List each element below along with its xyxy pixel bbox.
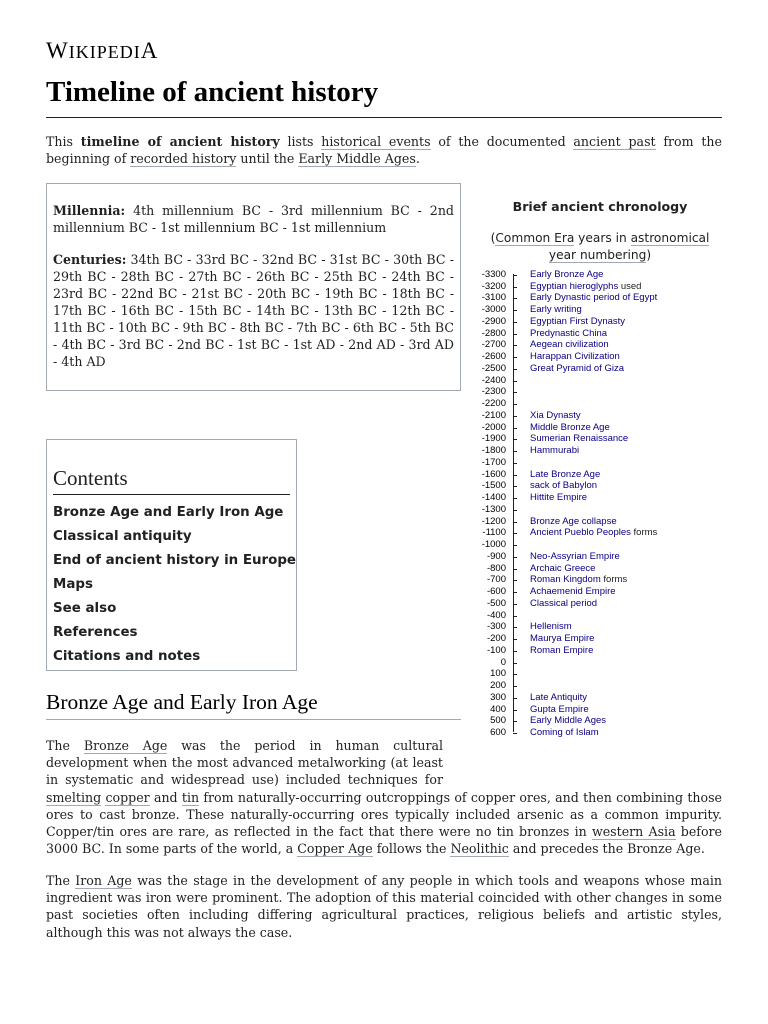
year-tick-label: 400	[490, 703, 506, 715]
year-tick-mark	[513, 627, 517, 628]
chronology-event[interactable]	[530, 716, 606, 726]
inline-link[interactable]: copper	[105, 789, 150, 805]
iron-age-paragraph	[46, 872, 722, 941]
year-tick-label: 500	[490, 715, 506, 727]
toc-item-end-of-ancient-history[interactable]: End of ancient history in Europe	[53, 553, 297, 568]
year-tick-label: -2400	[481, 374, 506, 386]
page-title: Timeline of ancient history	[46, 76, 379, 108]
year-tick-mark	[513, 498, 517, 499]
year-tick-mark	[513, 428, 517, 429]
chronology-event[interactable]	[530, 293, 657, 303]
title-divider	[46, 117, 722, 118]
event-label[interactable]: Achaemenid Empire	[530, 586, 616, 598]
year-tick-label: -2000	[481, 421, 506, 433]
bold-term: timeline of ancient history	[80, 134, 280, 149]
year-tick-mark	[513, 475, 517, 476]
intro-paragraph	[46, 133, 722, 167]
text-run: follows the	[372, 841, 451, 857]
year-tick-mark	[513, 287, 517, 288]
text-run: from naturally-occurring outcroppings of copper ores, and then combining those ores to cast bronze. These naturally-occurring ores typically included arsenic as a common impurity. Copper/tin ores are rare, as reflected in the fact that there were no tin bronzes in	[46, 789, 723, 840]
toc-item-bronze-age[interactable]: Bronze Age and Early Iron Age	[53, 505, 284, 520]
event-label[interactable]: Roman Kingdom	[530, 574, 601, 586]
chronology-event[interactable]	[530, 411, 581, 421]
year-tick-mark	[513, 733, 517, 734]
event-label[interactable]: Early Middle Ages	[530, 715, 607, 727]
chronology-event[interactable]	[530, 340, 609, 350]
chronology-timeline	[470, 268, 750, 738]
event-label[interactable]: Middle Bronze Age	[530, 421, 610, 433]
chronology-event[interactable]	[530, 423, 610, 433]
text-run: (	[490, 231, 496, 245]
inline-link[interactable]: recorded history	[130, 151, 237, 166]
year-tick-label: -1100	[482, 527, 506, 539]
section-divider	[46, 719, 461, 720]
inline-link[interactable]: Neolithic	[450, 841, 509, 857]
chronology-subtitle	[478, 230, 722, 264]
year-tick-mark	[513, 580, 517, 581]
year-tick-label: -2100	[481, 409, 506, 421]
float-spacer	[443, 737, 722, 784]
chronology-event[interactable]	[530, 517, 617, 527]
centuries-row	[53, 251, 454, 370]
year-tick-mark	[513, 404, 517, 405]
year-tick-mark	[513, 463, 517, 464]
event-label[interactable]: Hellenism	[530, 621, 572, 633]
toc-item-classical-antiquity[interactable]: Classical antiquity	[53, 529, 192, 544]
year-tick-mark	[513, 710, 517, 711]
year-tick-label: -700	[486, 574, 506, 586]
year-tick-mark	[513, 357, 517, 358]
chronology-event[interactable]	[530, 364, 624, 374]
year-tick-label: -1200	[481, 515, 506, 527]
year-tick-mark	[513, 604, 517, 605]
event-label[interactable]: Great Pyramid of Giza	[530, 362, 624, 374]
chronology-event[interactable]	[530, 622, 572, 632]
inline-link[interactable]: Bronze Age	[83, 738, 168, 753]
millennia-links[interactable]: 4th millennium BC - 3rd millennium BC - 2nd millennium BC - 1st millennium BC - 1st millennium	[53, 203, 454, 235]
text-run: and	[149, 789, 182, 805]
inline-link[interactable]: Copper Age	[297, 841, 373, 857]
event-suffix: used	[618, 280, 642, 292]
chronology-event[interactable]	[530, 305, 582, 315]
year-tick-mark	[513, 275, 517, 276]
year-tick-label: -2200	[481, 398, 506, 410]
text-run: of the documented	[430, 134, 574, 149]
inline-link[interactable]: tin	[181, 789, 200, 805]
inline-link[interactable]: historical events	[321, 134, 431, 149]
text-run: before 3000 BC. In some parts of the world, a	[46, 824, 723, 857]
toc-item-see-also[interactable]: See also	[53, 601, 117, 616]
toc-item-references[interactable]: References	[53, 625, 138, 640]
toc-item-citations[interactable]: Citations and notes	[53, 649, 201, 664]
year-tick-mark	[513, 674, 517, 675]
chronology-event[interactable]	[530, 481, 597, 491]
chronology-event[interactable]	[530, 693, 587, 703]
event-label[interactable]: Neo-Assyrian Empire	[530, 550, 620, 562]
millennia-label: Millennia:	[53, 203, 126, 218]
year-tick-label: 100	[490, 668, 506, 680]
year-tick-label: -200	[486, 633, 506, 645]
event-label[interactable]: Bronze Age collapse	[530, 515, 617, 527]
event-label[interactable]: Egyptian First Dynasty	[530, 315, 626, 327]
year-tick-label: -2500	[481, 362, 506, 374]
text-run: )	[646, 248, 652, 262]
inline-link[interactable]: ancient past	[573, 134, 656, 149]
year-tick-label: -1700	[481, 456, 506, 468]
text-run: years in	[574, 231, 631, 245]
year-tick-label: -1600	[481, 468, 506, 480]
chronology-event[interactable]	[530, 352, 620, 362]
year-tick-mark	[513, 592, 517, 593]
event-suffix: forms	[600, 574, 628, 586]
text-run: This	[46, 134, 81, 149]
year-tick-label: -2800	[481, 327, 506, 339]
section-heading-bronze-age: Bronze Age and Early Iron Age	[46, 690, 318, 714]
year-tick-mark	[513, 651, 517, 652]
year-tick-mark	[513, 616, 517, 617]
chronology-event[interactable]	[530, 564, 595, 574]
inline-link[interactable]: western Asia	[591, 824, 676, 840]
toc-title: Contents	[53, 466, 290, 495]
table-of-contents	[46, 439, 297, 671]
year-tick-mark	[513, 639, 517, 640]
text-run: lists	[279, 134, 322, 149]
millennia-row	[53, 202, 454, 236]
event-label[interactable]: Early Bronze Age	[530, 269, 604, 280]
text-run: was the period in human cultural development when the most advanced metalworking (at least in systematic and widespread use) included techniques for	[46, 738, 444, 788]
event-label[interactable]: Sumerian Renaissance	[530, 433, 629, 445]
year-tick-mark	[513, 569, 517, 570]
text-run: and precedes the Bronze Age.	[508, 841, 705, 857]
bronze-age-paragraph	[46, 737, 722, 857]
year-tick-label: -500	[486, 597, 506, 609]
text-run: until the	[236, 151, 299, 166]
year-tick-mark	[513, 439, 517, 440]
wordmark-initial: W	[46, 38, 69, 63]
year-tick-mark	[513, 416, 517, 417]
wordmark-middle: IKIPEDI	[68, 42, 141, 62]
event-label[interactable]: Late Bronze Age	[530, 468, 601, 480]
chronology-event[interactable]	[530, 575, 627, 585]
text-run: The	[46, 873, 76, 888]
text-run: from the beginning of	[46, 134, 722, 166]
event-label[interactable]: Gupta Empire	[530, 703, 589, 715]
year-tick-mark	[513, 334, 517, 335]
year-tick-label: -1400	[481, 492, 506, 504]
year-tick-mark	[513, 322, 517, 323]
centuries-label: Centuries:	[53, 252, 127, 267]
chronology-event[interactable]	[530, 646, 593, 656]
year-tick-mark	[513, 663, 517, 664]
era-navigation-box	[46, 183, 461, 391]
year-tick-mark	[513, 345, 517, 346]
event-label[interactable]: Maurya Empire	[530, 633, 595, 645]
year-tick-label: -3100	[481, 292, 506, 304]
year-tick-label: -900	[486, 550, 506, 562]
event-label[interactable]: Egyptian hieroglyphs	[530, 280, 619, 292]
year-tick-label: 0	[500, 656, 506, 668]
chronology-event[interactable]	[530, 282, 641, 292]
inline-link[interactable]: Iron Age	[75, 873, 132, 888]
year-tick-label: -1900	[481, 433, 506, 445]
event-label[interactable]: Archaic Greece	[530, 562, 596, 574]
event-label[interactable]: Coming of Islam	[530, 727, 599, 738]
year-tick-label: -400	[486, 609, 506, 621]
chronology-event[interactable]	[530, 434, 628, 444]
chronology-event[interactable]	[530, 470, 600, 480]
year-tick-label: 600	[490, 727, 506, 738]
year-tick-mark	[513, 381, 517, 382]
toc-item-maps[interactable]: Maps	[53, 577, 93, 592]
year-tick-mark	[513, 392, 517, 393]
chronology-event[interactable]	[530, 329, 607, 339]
year-tick-label: 200	[490, 680, 506, 692]
inline-link[interactable]: smelting	[46, 789, 102, 805]
event-label[interactable]: Early Dynastic period of Egypt	[530, 292, 658, 304]
year-tick-mark	[513, 298, 517, 299]
year-tick-label: -300	[486, 621, 506, 633]
chronology-event[interactable]	[530, 493, 587, 503]
year-tick-mark	[513, 451, 517, 452]
centuries-links[interactable]: 34th BC - 33rd BC - 32nd BC - 31st BC - 30th BC - 29th BC - 28th BC - 27th BC - 26th BC - 25th BC - 24th BC - 23rd BC - 22nd BC - 21st BC - 20th BC - 19th BC - 18th BC - 17th BC - 16th BC - 15th BC - 14th BC - 13th BC - 12th BC - 11th BC - 10th BC - 9th BC - 8th BC - 7th BC - 6th BC - 5th BC - 4th BC - 3rd BC - 2nd BC - 1st BC - 1st AD - 2nd AD - 3rd AD - 4th AD	[53, 252, 454, 369]
year-tick-label: -1800	[481, 445, 506, 457]
year-tick-mark	[513, 698, 517, 699]
event-label[interactable]: sack of Babylon	[530, 480, 598, 492]
inline-link[interactable]: astronomical year numbering	[548, 231, 710, 262]
year-tick-mark	[513, 522, 517, 523]
chronology-event[interactable]	[530, 705, 589, 715]
year-tick-label: -1000	[481, 539, 506, 551]
event-label[interactable]: Hittite Empire	[530, 492, 588, 504]
chronology-event[interactable]	[530, 270, 603, 280]
year-tick-mark	[513, 686, 517, 687]
year-tick-label: -2600	[481, 351, 506, 363]
event-label[interactable]: Classical period	[530, 597, 598, 609]
chronology-event[interactable]	[530, 317, 625, 327]
event-suffix: forms	[630, 527, 658, 539]
year-tick-label: -2300	[481, 386, 506, 398]
year-tick-label: -600	[486, 586, 506, 598]
year-tick-mark	[513, 510, 517, 511]
year-tick-mark	[513, 310, 517, 311]
chronology-event[interactable]	[530, 552, 620, 562]
year-tick-mark	[513, 533, 517, 534]
event-label[interactable]: Ancient Pueblo Peoples	[530, 527, 631, 539]
year-tick-label: -2700	[481, 339, 506, 351]
chronology-title: Brief ancient chronology	[512, 199, 688, 214]
year-tick-mark	[513, 545, 517, 546]
chronology-event[interactable]	[530, 446, 579, 456]
inline-link[interactable]: Common Era	[495, 231, 575, 245]
event-label[interactable]: Hammurabi	[530, 445, 580, 457]
year-tick-mark	[513, 721, 517, 722]
chronology-event[interactable]	[530, 599, 597, 609]
year-tick-label: -100	[486, 644, 506, 656]
year-tick-label: 300	[490, 691, 506, 703]
year-tick-label: -3300	[481, 269, 506, 280]
event-label[interactable]: Roman Empire	[530, 644, 594, 656]
year-tick-label: -1300	[481, 503, 506, 515]
year-tick-label: -1500	[481, 480, 506, 492]
text-run: .	[415, 151, 420, 166]
year-tick-label: -2900	[481, 315, 506, 327]
event-label[interactable]: Aegean civilization	[530, 339, 609, 351]
year-tick-mark	[513, 369, 517, 370]
year-tick-mark	[513, 486, 517, 487]
year-tick-label: -3200	[481, 280, 506, 292]
inline-link[interactable]: Early Middle Ages	[298, 151, 416, 166]
year-tick-mark	[513, 557, 517, 558]
event-label[interactable]: Xia Dynasty	[530, 409, 581, 421]
wordmark-final: A	[140, 38, 159, 63]
event-label[interactable]: Predynastic China	[530, 327, 608, 339]
event-label[interactable]: Harappan Civilization	[530, 351, 620, 363]
year-tick-label: -3000	[481, 304, 506, 316]
event-label[interactable]: Early writing	[530, 304, 582, 316]
year-tick-label: -800	[486, 562, 506, 574]
wikipedia-wordmark[interactable]	[46, 38, 158, 64]
text-run: The	[46, 738, 84, 753]
chronology-event[interactable]	[530, 528, 657, 538]
event-label[interactable]: Late Antiquity	[530, 691, 588, 703]
chronology-event[interactable]	[530, 587, 616, 597]
chronology-event[interactable]	[530, 634, 594, 644]
text-run: was the stage in the development of any people in which tools and weapons whose main ingredient was iron were prominent. The adoption of this material coincided with other changes in some past societies often including differing agricultural practices, religious beliefs and artistic styles, although this was not always the case.	[46, 873, 722, 940]
